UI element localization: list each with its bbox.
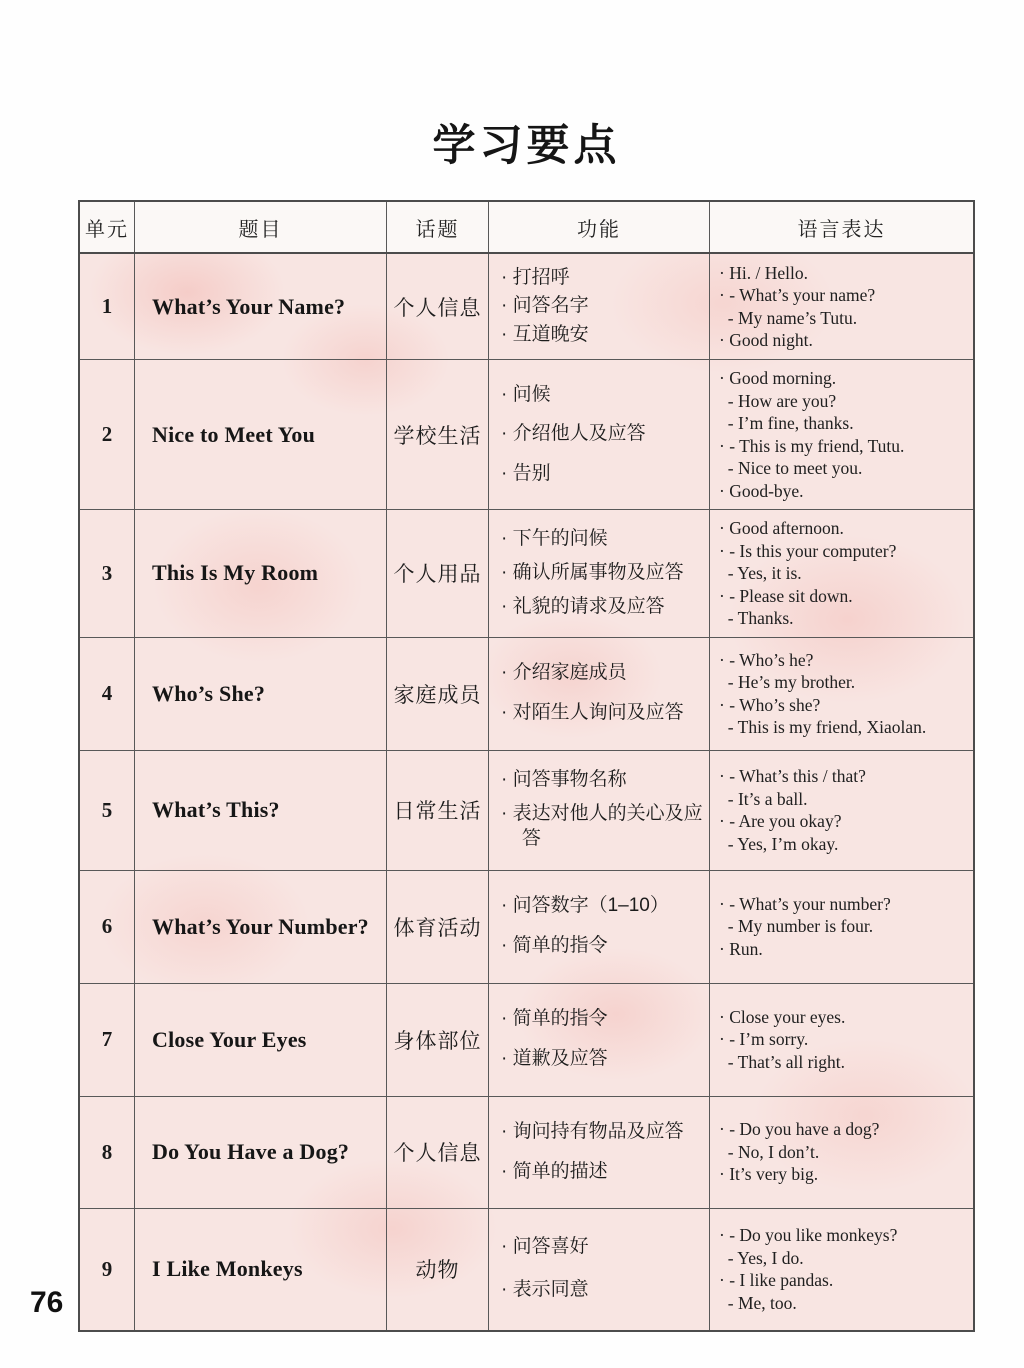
expression-line: - Me, too. bbox=[719, 1292, 797, 1313]
topic-cell: 学校生活 bbox=[387, 360, 489, 509]
topic-cell: 个人用品 bbox=[387, 510, 489, 637]
function-item: · 简单的指令 bbox=[501, 935, 608, 957]
unit-cell: 1 bbox=[80, 254, 135, 359]
function-item: · 告别 bbox=[501, 462, 551, 484]
function-item: · 问答名字 bbox=[501, 295, 589, 317]
title-cell: Do You Have a Dog? bbox=[135, 1097, 387, 1208]
unit-cell: 9 bbox=[80, 1209, 135, 1330]
table-row bbox=[80, 360, 973, 510]
table-body bbox=[80, 254, 973, 1330]
expression-line: · - This is my friend, Tutu. bbox=[719, 435, 905, 456]
title-cell: What’s This? bbox=[135, 751, 387, 870]
function-item: · 问答数字（1–10） bbox=[501, 895, 669, 917]
functions-cell bbox=[489, 254, 710, 359]
topic-cell: 动物 bbox=[387, 1209, 489, 1330]
expressions-cell bbox=[710, 751, 973, 870]
function-item: · 介绍家庭成员 bbox=[501, 662, 627, 684]
unit-cell: 7 bbox=[80, 984, 135, 1096]
title-cell: Nice to Meet You bbox=[135, 360, 387, 509]
learning-points-table bbox=[78, 200, 975, 1332]
function-item: · 下午的问候 bbox=[501, 528, 608, 550]
expression-line: - It’s a ball. bbox=[719, 788, 808, 809]
unit-cell: 8 bbox=[80, 1097, 135, 1208]
function-item: · 确认所属事物及应答 bbox=[501, 561, 684, 583]
unit-cell: 2 bbox=[80, 360, 135, 509]
function-item: · 道歉及应答 bbox=[501, 1048, 608, 1070]
expression-line: · Hi. / Hello. bbox=[719, 262, 808, 283]
function-item: · 打招呼 bbox=[501, 266, 570, 288]
function-item: · 介绍他人及应答 bbox=[501, 423, 646, 445]
expressions-cell bbox=[710, 1209, 973, 1330]
table-header-row bbox=[80, 202, 973, 254]
unit-cell: 4 bbox=[80, 638, 135, 750]
function-item: · 简单的指令 bbox=[501, 1008, 608, 1030]
topic-cell: 个人信息 bbox=[387, 1097, 489, 1208]
unit-cell: 3 bbox=[80, 510, 135, 637]
functions-cell bbox=[489, 984, 710, 1096]
expressions-cell bbox=[710, 871, 973, 983]
expression-line: · It’s very big. bbox=[719, 1164, 819, 1185]
table-row bbox=[80, 510, 973, 638]
expression-line: - Yes, I’m okay. bbox=[719, 833, 839, 854]
title-cell: What’s Your Number? bbox=[135, 871, 387, 983]
expression-line: - No, I don’t. bbox=[719, 1141, 820, 1162]
expression-line: - That’s all right. bbox=[719, 1051, 846, 1072]
function-item: · 问答事物名称 bbox=[501, 769, 627, 791]
expression-line: · - Who’s he? bbox=[719, 649, 814, 670]
header-functions: 功能 bbox=[489, 202, 710, 252]
function-item: · 对陌生人询问及应答 bbox=[501, 702, 684, 724]
title-cell: Close Your Eyes bbox=[135, 984, 387, 1096]
expression-line: - Nice to meet you. bbox=[719, 458, 863, 478]
function-item: · 询问持有物品及应答 bbox=[501, 1120, 684, 1142]
function-item: · 表达对他人的关心及应答 bbox=[501, 803, 703, 850]
function-item: · 表示同意 bbox=[501, 1279, 589, 1301]
table-row bbox=[80, 751, 973, 871]
expression-line: · Good morning. bbox=[719, 368, 837, 388]
functions-cell bbox=[489, 360, 710, 509]
function-item: · 简单的描述 bbox=[501, 1160, 608, 1182]
title-cell: This Is My Room bbox=[135, 510, 387, 637]
expression-line: · - Is this your computer? bbox=[719, 540, 897, 561]
expression-line: · - What’s your name? bbox=[719, 285, 876, 305]
expression-line: - Thanks. bbox=[719, 608, 794, 628]
header-expressions: 语言表达 bbox=[710, 202, 973, 252]
unit-cell: 5 bbox=[80, 751, 135, 870]
functions-cell bbox=[489, 1097, 710, 1208]
expression-line: - I’m fine, thanks. bbox=[719, 413, 854, 433]
expression-line: · Good afternoon. bbox=[719, 518, 844, 538]
table-row bbox=[80, 638, 973, 751]
function-item: · 礼貌的请求及应答 bbox=[501, 595, 665, 617]
table-row bbox=[80, 984, 973, 1097]
expression-line: · - I’m sorry. bbox=[719, 1029, 809, 1050]
topic-cell: 日常生活 bbox=[387, 751, 489, 870]
expression-line: · - I like pandas. bbox=[719, 1270, 834, 1290]
table-row bbox=[80, 254, 973, 360]
expressions-cell bbox=[710, 1097, 973, 1208]
expression-line: - He’s my brother. bbox=[719, 672, 856, 692]
expressions-cell bbox=[710, 254, 973, 359]
topic-cell: 个人信息 bbox=[387, 254, 489, 359]
header-topic: 话题 bbox=[387, 202, 489, 252]
table-row bbox=[80, 1097, 973, 1209]
table-row bbox=[80, 871, 973, 984]
functions-cell bbox=[489, 638, 710, 750]
functions-cell bbox=[489, 510, 710, 637]
expression-line: · Run. bbox=[719, 938, 763, 959]
expression-line: · Good night. bbox=[719, 330, 813, 350]
title-cell: Who’s She? bbox=[135, 638, 387, 750]
topic-cell: 身体部位 bbox=[387, 984, 489, 1096]
expression-line: · - Who’s she? bbox=[719, 694, 821, 715]
expressions-cell bbox=[710, 360, 973, 509]
function-item: · 问答喜好 bbox=[501, 1236, 589, 1258]
functions-cell bbox=[489, 1209, 710, 1330]
function-item: · 问候 bbox=[501, 383, 551, 405]
function-item: · 互道晚安 bbox=[501, 323, 589, 345]
expression-line: - My name’s Tutu. bbox=[719, 307, 858, 328]
expression-line: - This is my friend, Xiaolan. bbox=[719, 717, 927, 737]
topic-cell: 家庭成员 bbox=[387, 638, 489, 750]
title-cell: I Like Monkeys bbox=[135, 1209, 387, 1330]
expression-line: · - What’s this / that? bbox=[719, 766, 866, 786]
expressions-cell bbox=[710, 510, 973, 637]
expression-line: · Close your eyes. bbox=[719, 1006, 846, 1027]
expression-line: - How are you? bbox=[719, 390, 837, 411]
expression-line: · - Do you like monkeys? bbox=[719, 1225, 898, 1245]
expression-line: · - Please sit down. bbox=[719, 585, 853, 606]
expression-line: · - What’s your number? bbox=[719, 893, 891, 914]
expression-line: · - Are you okay? bbox=[719, 811, 842, 831]
expressions-cell bbox=[710, 984, 973, 1096]
expression-line: - My number is four. bbox=[719, 916, 874, 937]
header-title: 题目 bbox=[135, 202, 387, 252]
title-cell: What’s Your Name? bbox=[135, 254, 387, 359]
functions-cell bbox=[489, 871, 710, 983]
unit-cell: 6 bbox=[80, 871, 135, 983]
expression-line: - Yes, it is. bbox=[719, 563, 802, 583]
table-row bbox=[80, 1209, 973, 1330]
expression-line: - Yes, I do. bbox=[719, 1247, 804, 1268]
expression-line: · Good-bye. bbox=[719, 480, 804, 501]
functions-cell bbox=[489, 751, 710, 870]
header-unit: 单元 bbox=[80, 202, 135, 252]
page-title: 学习要点 bbox=[432, 122, 621, 170]
expressions-cell bbox=[710, 638, 973, 750]
page-number: 76 bbox=[30, 1286, 64, 1319]
expression-line: · - Do you have a dog? bbox=[719, 1119, 880, 1140]
topic-cell: 体育活动 bbox=[387, 871, 489, 983]
